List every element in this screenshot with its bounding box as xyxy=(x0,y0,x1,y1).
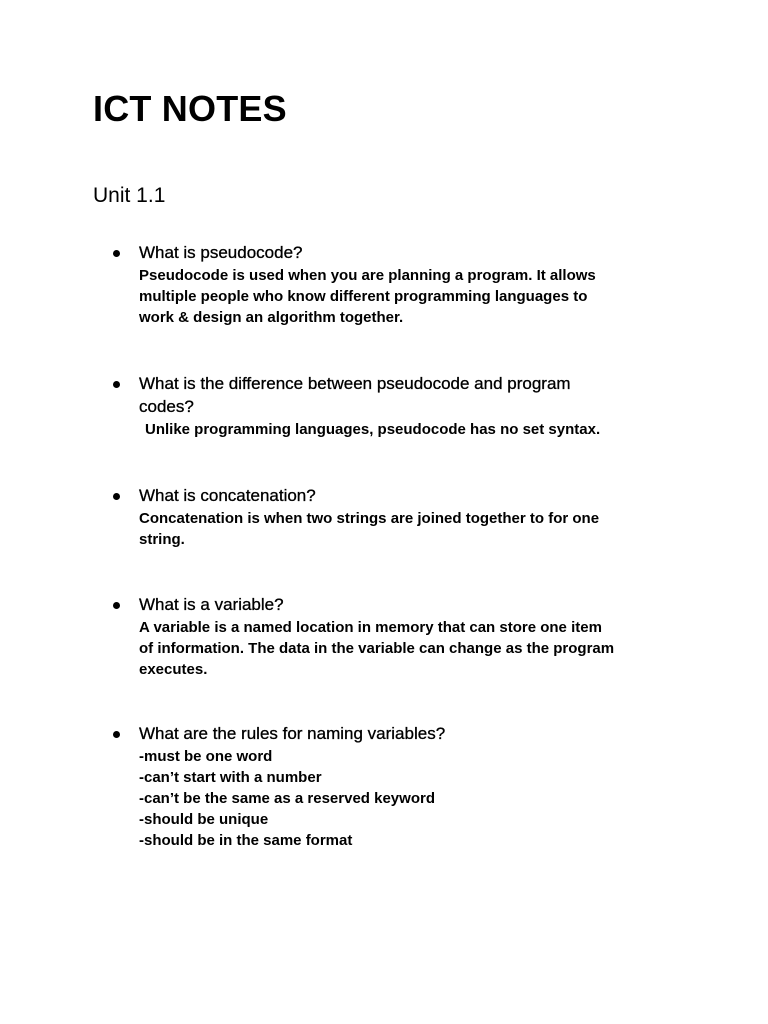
document-title: ICT NOTES xyxy=(93,88,287,129)
answer-text xyxy=(139,617,673,680)
bullet-icon xyxy=(113,602,120,609)
answer-line: multiple people who know different programming languages to xyxy=(139,288,588,305)
qa-item-variable xyxy=(113,593,673,680)
rule-line: -should be unique xyxy=(139,811,269,828)
question-text: What is concatenation? xyxy=(139,486,316,505)
answer-line: Concatenation is when two strings are joined together to for one xyxy=(139,510,600,527)
answer-line: of information. The data in the variable can change as the program xyxy=(139,640,615,657)
answer-text xyxy=(139,419,673,440)
question-text xyxy=(139,372,673,418)
question-line: What is the difference between pseudocode and program xyxy=(139,374,571,393)
qa-item-naming-rules xyxy=(113,722,673,851)
answer-line: Pseudocode is used when you are planning a program. It allows xyxy=(139,267,596,284)
qa-item-difference xyxy=(113,372,673,440)
answer-line: Unlike programming languages, pseudocode has no set syntax. xyxy=(145,421,601,438)
answer-line: string. xyxy=(139,531,185,548)
answer-text xyxy=(139,746,673,851)
rule-line: -should be in the same format xyxy=(139,832,353,849)
answer-text xyxy=(139,508,673,550)
question-text: What is a variable? xyxy=(139,595,284,614)
qa-item-concatenation xyxy=(113,484,673,550)
rule-line: -can’t be the same as a reserved keyword xyxy=(139,790,435,807)
answer-text xyxy=(139,265,673,328)
qa-item-pseudocode xyxy=(113,241,673,328)
answer-line: executes. xyxy=(139,661,208,678)
answer-line: A variable is a named location in memory that can store one item xyxy=(139,619,602,636)
bullet-icon xyxy=(113,731,120,738)
bullet-icon xyxy=(113,493,120,500)
rule-line: -must be one word xyxy=(139,748,273,765)
question-line: codes? xyxy=(139,397,194,416)
question-text: What are the rules for naming variables? xyxy=(139,724,446,743)
bullet-icon xyxy=(113,381,120,388)
answer-line: work & design an algorithm together. xyxy=(139,309,404,326)
rule-line: -can’t start with a number xyxy=(139,769,322,786)
question-text: What is pseudocode? xyxy=(139,243,303,262)
bullet-icon xyxy=(113,250,120,257)
unit-heading: Unit 1.1 xyxy=(93,184,166,207)
